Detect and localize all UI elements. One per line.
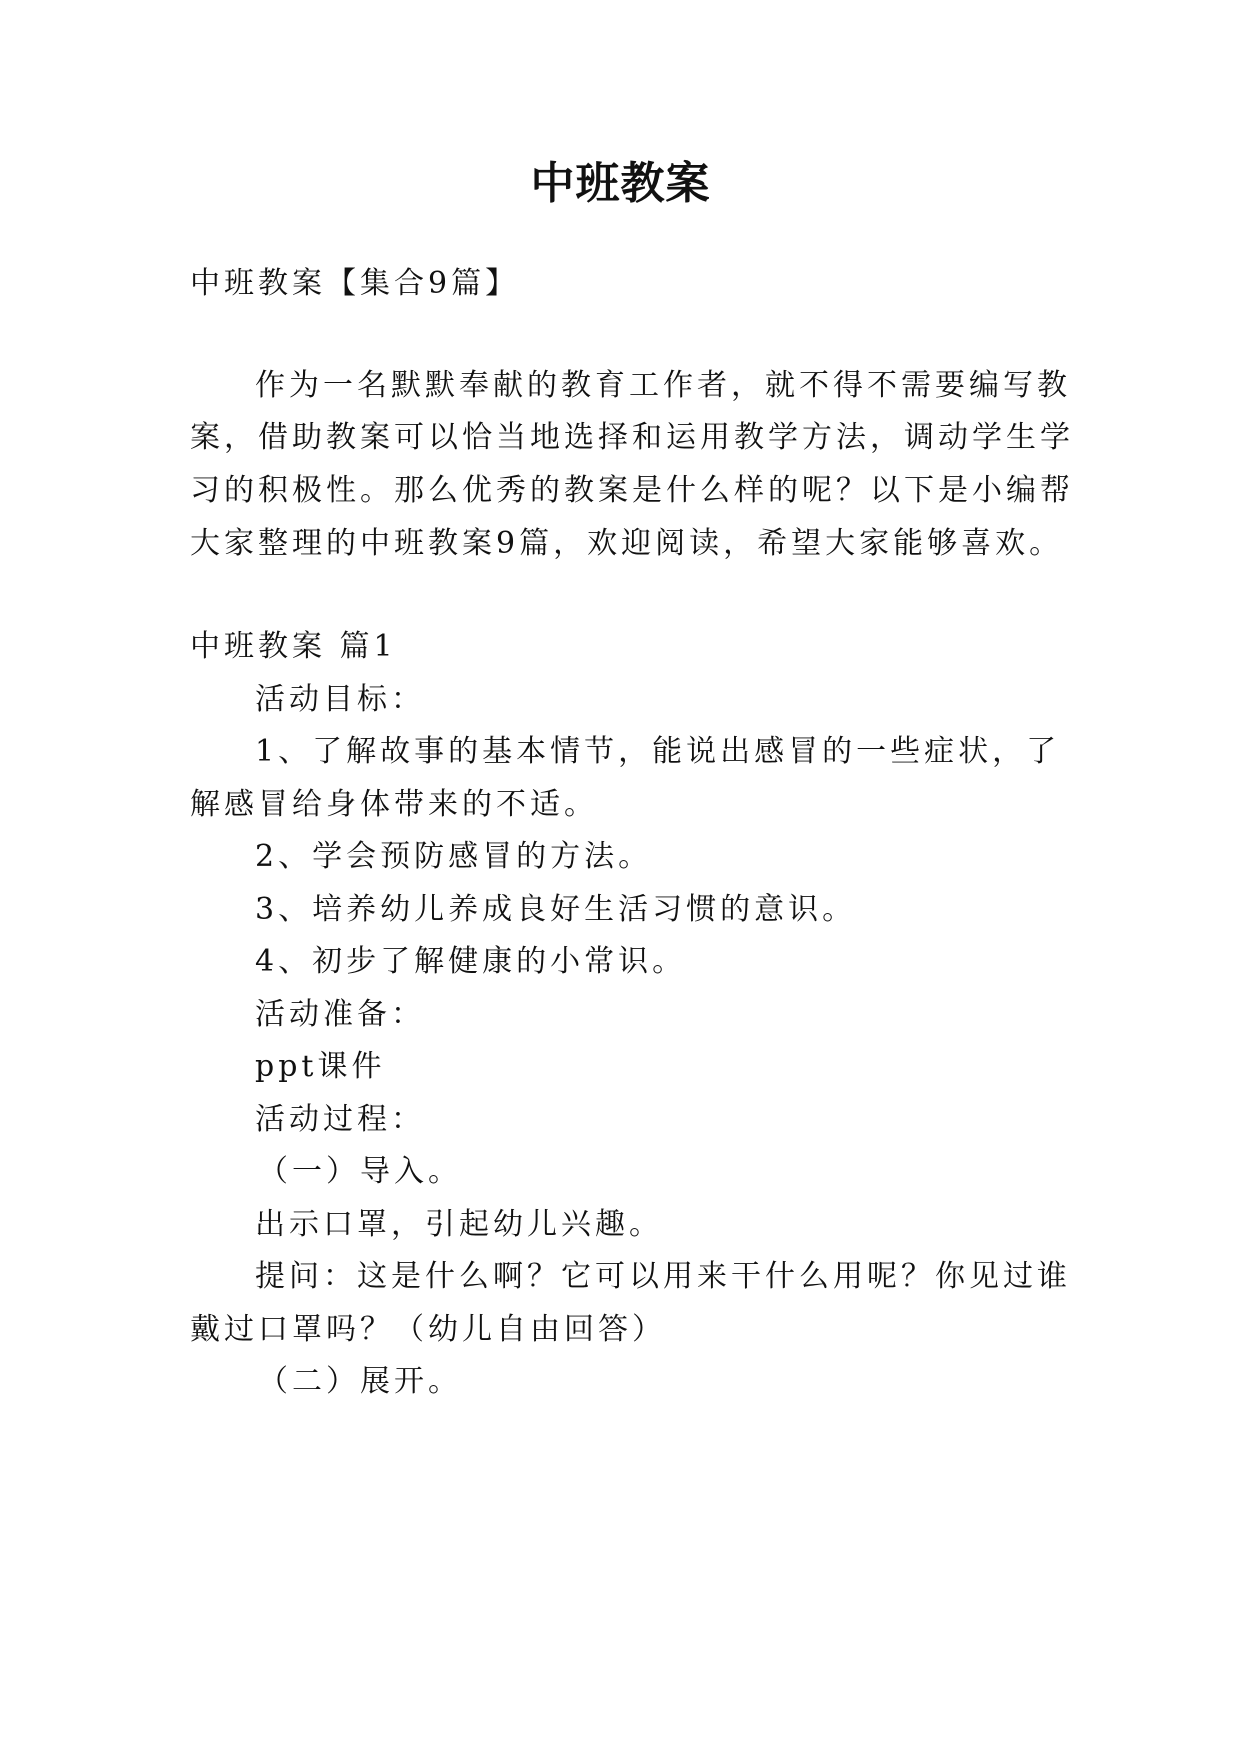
intro-line-1: 作为一名默默奉献的教育工作者，就不得不需要编写教 xyxy=(255,368,1071,403)
goal-1-line-2: 解感冒给身体带来的不适。 xyxy=(190,787,598,822)
intro-line-2: 案，借助教案可以恰当地选择和运用教学方法，调动学生学 xyxy=(190,420,1074,455)
step-1-heading: （一）导入。 xyxy=(258,1154,462,1189)
prep-label: 活动准备： xyxy=(255,997,425,1032)
goal-3: 3、培养幼儿养成良好生活习惯的意识。 xyxy=(255,892,857,927)
document-subtitle: 中班教案【集合9篇】 xyxy=(190,266,520,301)
prep-item: ppt课件 xyxy=(255,1049,386,1084)
step-1-text: 出示口罩，引起幼儿兴趣。 xyxy=(255,1207,663,1242)
intro-line-4: 大家整理的中班教案9篇，欢迎阅读，希望大家能够喜欢。 xyxy=(190,526,1064,561)
question-line-1: 提问：这是什么啊？它可以用来干什么用呢？你见过谁 xyxy=(255,1259,1071,1294)
step-2-heading: （二）展开。 xyxy=(258,1364,462,1399)
goal-4: 4、初步了解健康的小常识。 xyxy=(255,944,687,979)
goal-1-line-1: 1、了解故事的基本情节，能说出感冒的一些症状，了 xyxy=(255,734,1061,769)
section-heading: 中班教案 篇1 xyxy=(190,629,397,664)
intro-line-3: 习的积极性。那么优秀的教案是什么样的呢？以下是小编帮 xyxy=(190,473,1074,508)
document-title: 中班教案 xyxy=(530,158,711,209)
goal-2: 2、学会预防感冒的方法。 xyxy=(255,839,653,874)
goals-label: 活动目标： xyxy=(255,682,425,717)
process-label: 活动过程： xyxy=(255,1102,425,1137)
question-line-2: 戴过口罩吗？（幼儿自由回答） xyxy=(190,1312,666,1347)
